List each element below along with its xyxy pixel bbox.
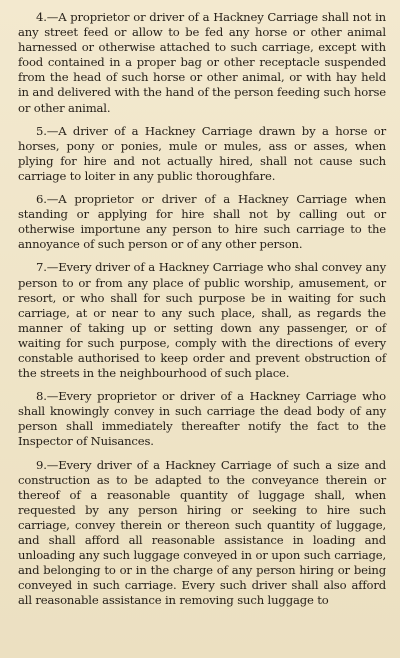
- paragraph-9: 9.—Every driver of a Hackney Carriage of such a size and construction as to be adapted to the conveyance therein or thereof of a reasonable quantity of luggage shall, when requested by any person hiring or seeking to hire such carriage, convey therein or thereon such quantity of luggage, and shall afford all reasonable assistance in loading and unloading any such luggage conveyed in or upon such carriage, and belonging to or in the charge of any person hiring or being conveyed in such carriage. Every such driver shall also afford all reasonable assistance in removing such luggage to: [18, 457, 386, 608]
- paragraph-7: 7.—Every driver of a Hackney Carriage who shal convey any person to or from any place of public worship, amusement, or resort, or who shall for such purpose be in waiting for such carriage, at or near to any such place, shall, as regards the manner of taking up or setting down any passenger, or of waiting for such purpose, comply with the directions of every constable authorised to keep order and prevent obstruction of the streets in the neighbourhood of such place.: [18, 260, 386, 381]
- paragraph-4: 4.—A proprietor or driver of a Hackney Carriage shall not in any street feed or allow to be fed any horse or other animal harnessed or otherwise attached to such carriage, except with food contained in a proper bag or other receptacle suspended from the head of such horse or other animal, or with hay held in and delivered with the hand of the person feeding such horse or other animal.: [18, 10, 386, 115]
- paragraph-6: 6.—A proprietor or driver of a Hackney Carriage when standing or applying for hire shall not by calling out or otherwise importune any person to hire such carriage to the annoyance of such person or of any other person.: [18, 192, 386, 252]
- paragraph-8: 8.—Every proprietor or driver of a Hackney Carriage who shall knowingly convey in such carriage the dead body of any person shall immediately thereafter notify the fact to the Inspector of Nuisances.: [18, 389, 386, 449]
- paragraph-5: 5.—A driver of a Hackney Carriage drawn by a horse or horses, pony or ponies, mule or mules, ass or asses, when plying for hire and not actually hired, shall not cause such carriage to loiter in any public thoroughfare.: [18, 123, 386, 183]
